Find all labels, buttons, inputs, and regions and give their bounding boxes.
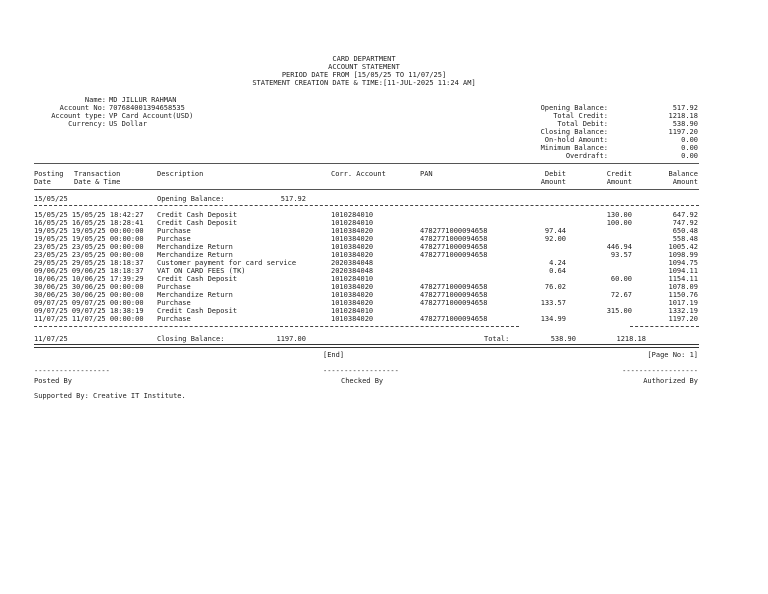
row-description: Credit Cash Deposit — [157, 219, 238, 227]
row-credit: 315.00 — [606, 307, 632, 315]
row-debit: 133.57 — [540, 299, 566, 307]
currency-value: US Dollar — [109, 120, 147, 128]
total-debit: 538.90 — [550, 335, 576, 343]
summary-label: Minimum Balance: — [540, 144, 608, 152]
table-row — [0, 307, 768, 315]
authorized-by-line: ------------------ — [622, 367, 698, 375]
col-pan: PAN — [420, 170, 433, 178]
row-dates: 30/06/25 30/06/25 00:00:00 — [34, 283, 144, 291]
row-pan: 4782771000094658 — [420, 315, 488, 323]
posted-by-line: ------------------ — [34, 367, 110, 375]
summary-value: 1197.20 — [668, 128, 698, 136]
col-debit-2: Amount — [540, 178, 566, 186]
statement-header-period: PERIOD DATE FROM [15/05/25 TO 11/07/25] — [281, 71, 447, 79]
row-credit: 60.00 — [610, 275, 632, 283]
posted-by-label: Posted By — [34, 377, 72, 385]
row-credit: 130.00 — [606, 211, 632, 219]
row-corr-account: 1010284010 — [331, 211, 374, 219]
row-dates: 09/06/25 09/06/25 18:18:37 — [34, 267, 144, 275]
row-pan: 4782771000094658 — [420, 299, 488, 307]
col-credit-2: Amount — [606, 178, 632, 186]
supported-by: Supported By: Creative IT Institute. — [34, 392, 186, 400]
row-pan: 4782771000094658 — [420, 243, 488, 251]
row-pan: 4782771000094658 — [420, 227, 488, 235]
row-corr-account: 1010384020 — [331, 291, 374, 299]
row-corr-account: 1010284010 — [331, 275, 374, 283]
row-corr-account: 1010384020 — [331, 283, 374, 291]
statement-header-creation: STATEMENT CREATION DATE & TIME:[11-JUL-2025 11:24 AM] — [252, 79, 476, 87]
rows-divider-right — [630, 326, 699, 327]
summary-value: 0.00 — [681, 144, 698, 152]
total-credit: 1218.18 — [616, 335, 646, 343]
row-credit: 72.67 — [610, 291, 632, 299]
statement-header-title: ACCOUNT STATEMENT — [328, 63, 400, 71]
table-row — [0, 283, 768, 291]
col-description: Description — [157, 170, 204, 178]
closing-value: 1197.00 — [276, 335, 306, 343]
row-dates: 11/07/25 11/07/25 00:00:00 — [34, 315, 144, 323]
table-row — [0, 235, 768, 243]
row-debit: 4.24 — [549, 259, 566, 267]
row-dates: 09/07/25 09/07/25 18:38:19 — [34, 307, 144, 315]
row-balance: 1094.11 — [668, 267, 698, 275]
type-label: Account type: — [51, 112, 106, 120]
row-balance: 1098.99 — [668, 251, 698, 259]
table-row — [0, 267, 768, 275]
rows-divider — [34, 326, 519, 327]
row-balance: 647.92 — [672, 211, 698, 219]
summary-label: Total Credit: — [553, 112, 608, 120]
row-corr-account: 1010284010 — [331, 307, 374, 315]
opening-divider — [34, 205, 699, 206]
row-balance: 747.92 — [672, 219, 698, 227]
summary-label: Opening Balance: — [540, 104, 608, 112]
row-description: VAT ON CARD FEES (TK) — [157, 267, 246, 275]
summary-value: 517.92 — [672, 104, 698, 112]
table-row — [0, 299, 768, 307]
row-dates: 15/05/25 15/05/25 18:42:27 — [34, 211, 144, 219]
authorized-by-label: Authorized By — [643, 377, 698, 385]
opening-label: Opening Balance: — [157, 195, 225, 203]
row-corr-account: 1010384020 — [331, 299, 374, 307]
summary-value: 1218.18 — [668, 112, 698, 120]
table-row — [0, 227, 768, 235]
closing-label: Closing Balance: — [157, 335, 225, 343]
summary-value: 0.00 — [681, 136, 698, 144]
row-balance: 558.48 — [672, 235, 698, 243]
row-corr-account: 2020384048 — [331, 259, 374, 267]
row-credit: 93.57 — [610, 251, 632, 259]
type-value: VP Card Account(USD) — [109, 112, 194, 120]
total-label: Total: — [484, 335, 510, 343]
col-corr-account: Corr. Account — [331, 170, 386, 178]
row-description: Purchase — [157, 299, 191, 307]
row-corr-account: 2020384048 — [331, 267, 374, 275]
row-description: Credit Cash Deposit — [157, 307, 238, 315]
summary-label: Total Debit: — [557, 120, 608, 128]
row-corr-account: 1010384020 — [331, 243, 374, 251]
row-balance: 1150.76 — [668, 291, 698, 299]
table-row — [0, 315, 768, 323]
column-divider — [34, 189, 699, 190]
row-description: Purchase — [157, 235, 191, 243]
row-pan: 4782771000094658 — [420, 291, 488, 299]
account-label: Account No: — [59, 104, 106, 112]
summary-label: On-hold Amount: — [544, 136, 608, 144]
row-dates: 29/05/25 29/05/25 18:18:37 — [34, 259, 144, 267]
row-dates: 23/05/25 23/05/25 00:00:00 — [34, 243, 144, 251]
opening-date: 15/05/25 — [34, 195, 68, 203]
row-description: Credit Cash Deposit — [157, 211, 238, 219]
row-balance: 1078.09 — [668, 283, 698, 291]
summary-value: 0.00 — [681, 152, 698, 160]
row-dates: 16/05/25 16/05/25 18:28:41 — [34, 219, 144, 227]
row-dates: 30/06/25 30/06/25 00:00:00 — [34, 291, 144, 299]
name-label: Name: — [84, 96, 106, 104]
table-row — [0, 211, 768, 219]
row-dates: 23/05/25 23/05/25 00:00:00 — [34, 251, 144, 259]
row-credit: 446.94 — [606, 243, 632, 251]
row-balance: 1005.42 — [668, 243, 698, 251]
name-value: MD JILLUR RAHMAN — [109, 96, 177, 104]
row-description: Merchandize Return — [157, 291, 233, 299]
row-description: Merchandize Return — [157, 243, 233, 251]
summary-label: Overdraft: — [565, 152, 608, 160]
table-row — [0, 291, 768, 299]
row-pan: 4782771000094658 — [420, 283, 488, 291]
summary-value: 538.90 — [672, 120, 698, 128]
row-corr-account: 1010284010 — [331, 219, 374, 227]
col-transaction-2: Date & Time — [74, 178, 121, 186]
row-corr-account: 1010384020 — [331, 235, 374, 243]
currency-label: Currency: — [68, 120, 106, 128]
table-row — [0, 251, 768, 259]
row-description: Credit Cash Deposit — [157, 275, 238, 283]
row-balance: 1197.20 — [668, 315, 698, 323]
row-corr-account: 1010384020 — [331, 251, 374, 259]
row-balance: 1017.19 — [668, 299, 698, 307]
opening-value: 517.92 — [280, 195, 306, 203]
row-corr-account: 1010384020 — [331, 227, 374, 235]
row-corr-account: 1010384020 — [331, 315, 374, 323]
row-credit: 100.00 — [606, 219, 632, 227]
row-dates: 09/07/25 09/07/25 00:00:00 — [34, 299, 144, 307]
checked-by-label: Checked By — [341, 377, 384, 385]
row-debit: 134.99 — [540, 315, 566, 323]
row-balance: 1154.11 — [668, 275, 698, 283]
closing-double-rule — [34, 344, 699, 348]
statement-header-department: CARD DEPARTMENT — [332, 55, 396, 63]
col-posting: Posting — [34, 170, 64, 178]
closing-date: 11/07/25 — [34, 335, 68, 343]
row-dates: 19/05/25 19/05/25 00:00:00 — [34, 227, 144, 235]
row-debit: 76.02 — [544, 283, 566, 291]
account-value: 707684001394658535 — [109, 104, 185, 112]
row-description: Merchandize Return — [157, 251, 233, 259]
row-debit: 92.00 — [544, 235, 566, 243]
row-debit: 0.64 — [549, 267, 566, 275]
row-pan: 4782771000094658 — [420, 235, 488, 243]
table-row — [0, 275, 768, 283]
col-balance-2: Amount — [672, 178, 698, 186]
row-debit: 97.44 — [544, 227, 566, 235]
header-divider — [34, 163, 699, 164]
row-description: Purchase — [157, 283, 191, 291]
page-number: [Page No: 1] — [647, 351, 698, 359]
col-credit: Credit — [606, 170, 632, 178]
row-balance: 650.48 — [672, 227, 698, 235]
row-dates: 19/05/25 19/05/25 00:00:00 — [34, 235, 144, 243]
col-transaction: Transaction — [74, 170, 121, 178]
summary-label: Closing Balance: — [540, 128, 608, 136]
col-debit: Debit — [544, 170, 566, 178]
row-description: Customer payment for card service — [157, 259, 297, 267]
table-row — [0, 219, 768, 227]
row-balance: 1332.19 — [668, 307, 698, 315]
col-balance: Balance — [668, 170, 698, 178]
row-description: Purchase — [157, 227, 191, 235]
checked-by-line: ------------------ — [323, 367, 399, 375]
col-posting-2: Date — [34, 178, 51, 186]
row-pan: 4782771000094658 — [420, 251, 488, 259]
row-dates: 10/06/25 10/06/25 17:39:29 — [34, 275, 144, 283]
table-row — [0, 259, 768, 267]
end-marker: [End] — [323, 351, 345, 359]
row-description: Purchase — [157, 315, 191, 323]
table-row — [0, 243, 768, 251]
row-balance: 1094.75 — [668, 259, 698, 267]
